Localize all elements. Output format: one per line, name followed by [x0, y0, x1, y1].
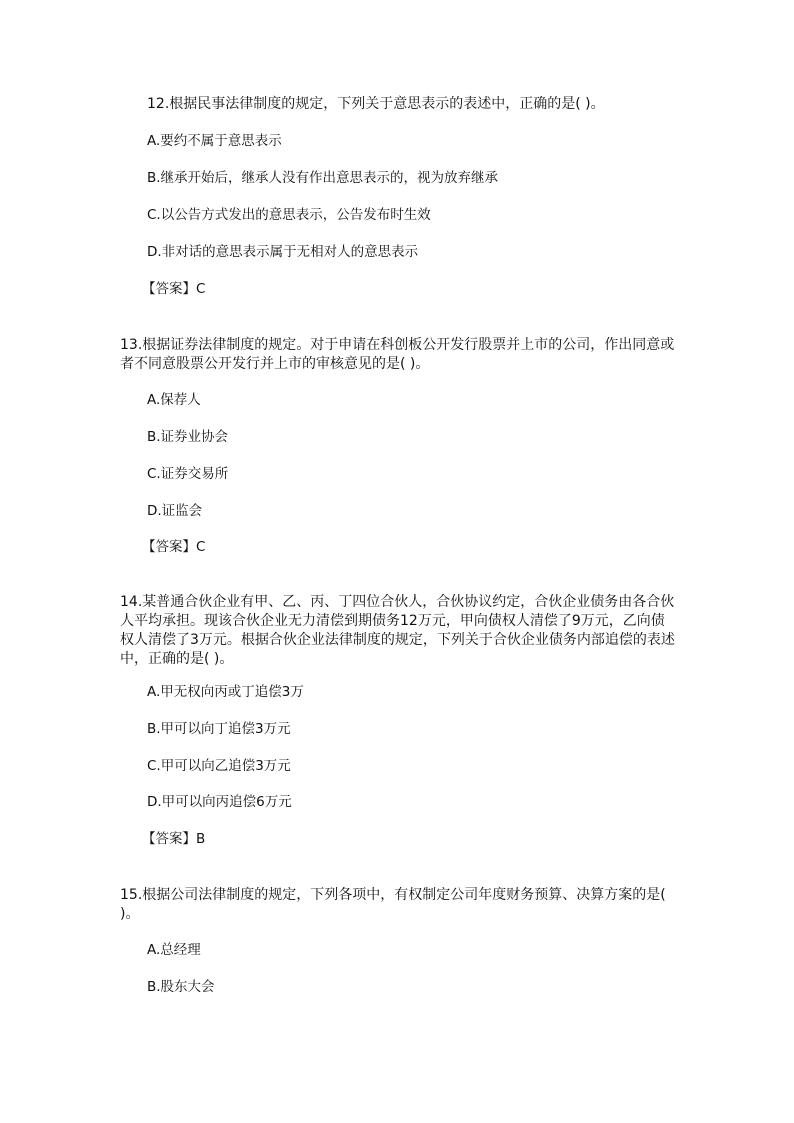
question-12 — [120, 95, 675, 297]
question-stem: 12.根据民事法律制度的规定，下列关于意思表示的表述中，正确的是( )。 — [147, 96, 605, 112]
option-c: C.以公告方式发出的意思表示，公告发布时生效 — [147, 207, 431, 223]
question-13 — [120, 336, 675, 555]
option-b: B.甲可以向丁追偿3万元 — [147, 721, 291, 737]
answer-label: 【答案】C — [142, 281, 206, 297]
option-c: C.甲可以向乙追偿3万元 — [147, 758, 291, 774]
question-15 — [120, 886, 675, 995]
option-b: B.继承开始后，继承人没有作出意思表示的，视为放弃继承 — [147, 170, 499, 186]
question-14 — [120, 593, 675, 847]
option-a: A.要约不属于意思表示 — [147, 133, 282, 149]
option-a: A.总经理 — [147, 942, 201, 958]
option-a: A.保荐人 — [147, 392, 201, 408]
option-b: B.证券业协会 — [147, 429, 229, 445]
option-a: A.甲无权向丙或丁追偿3万 — [147, 684, 304, 700]
question-stem: 15.根据公司法律制度的规定，下列各项中，有权制定公司年度财务预算、决算方案的是( )。 — [120, 887, 666, 922]
question-stem: 13.根据证券法律制度的规定。对于申请在科创板公开发行股票并上市的公司，作出同意或者不同意股票公开发行并上市的审核意见的是( )。 — [120, 337, 675, 372]
option-c: C.证券交易所 — [147, 466, 229, 482]
option-d: D.非对话的意思表示属于无相对人的意思表示 — [147, 244, 419, 260]
answer-label: 【答案】C — [142, 539, 206, 555]
option-d: D.甲可以向丙追偿6万元 — [147, 794, 292, 810]
answer-label: 【答案】B — [142, 831, 206, 847]
question-stem: 14.某普通合伙企业有甲、乙、丙、丁四位合伙人，合伙协议约定，合伙企业债务由各合伙人平均承担。现该合伙企业无力清偿到期债务12万元，甲向债权人清偿了9万元，乙向债权人清偿了3万元。根据合伙企业法律制度的规定，下列关于合伙企业债务内部追偿的表述中，正确的是( )。 — [120, 594, 675, 667]
option-b: B.股东大会 — [147, 979, 215, 995]
option-d: D.证监会 — [147, 503, 203, 519]
